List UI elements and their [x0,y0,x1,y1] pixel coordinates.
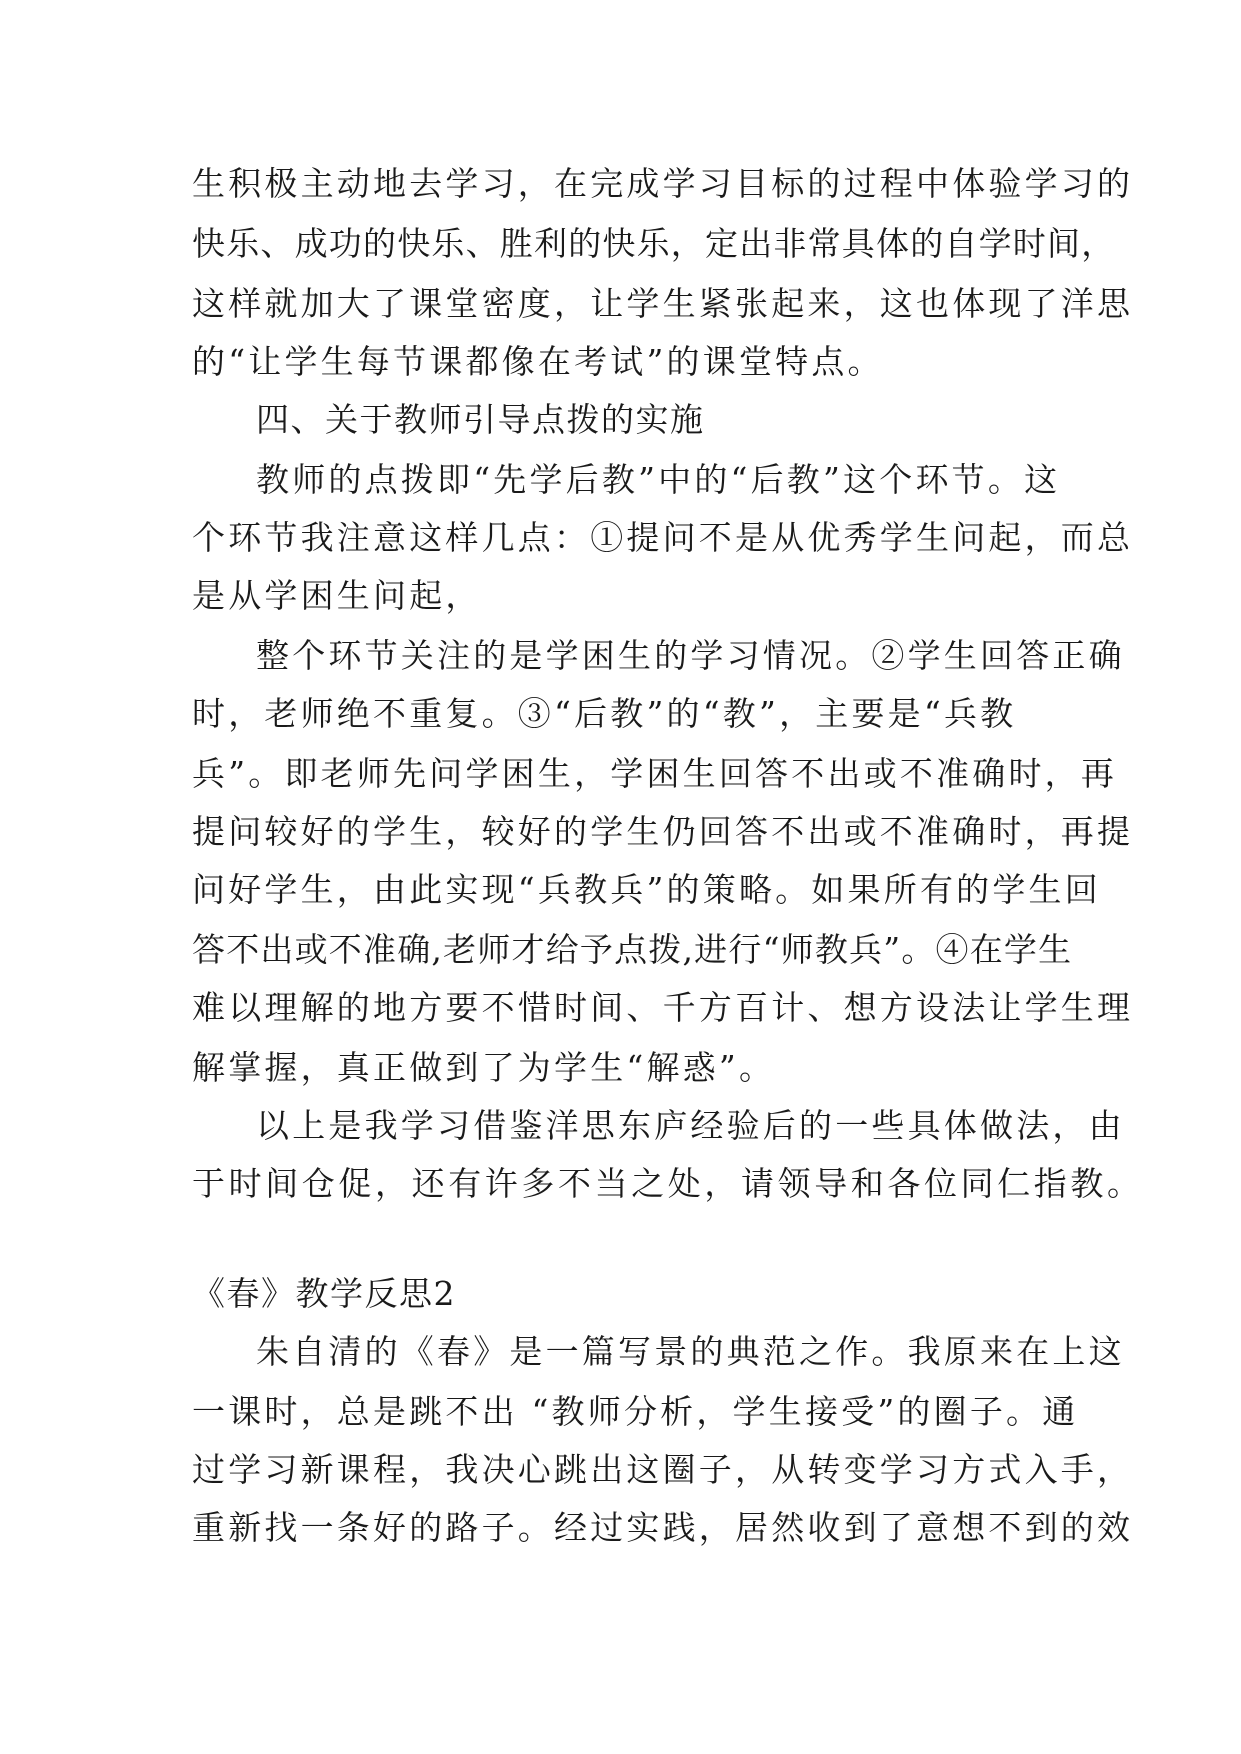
paragraph-line: 以上是我学习借鉴洋思东庐经验后的一些具体做法，由 [256,1106,1125,1145]
paragraph-line: 整个环节关注的是学困生的学习情况。②学生回答正确 [256,636,1125,675]
paragraph-line: 问好学生，由此实现“兵教兵”的策略。如果所有的学生回 [192,870,1101,909]
paragraph-line: 一课时，总是跳不出 “教师分析，学生接受”的圈子。通 [192,1392,1079,1431]
paragraph-line: 的“让学生每节课都像在考试”的课堂特点。 [192,342,884,381]
paragraph-line: 重新找一条好的路子。经过实践，居然收到了意想不到的效 [192,1508,1134,1547]
paragraph-line: 这样就加大了课堂密度，让学生紧张起来，这也体现了洋思 [192,284,1134,323]
paragraph-line: 生积极主动地去学习，在完成学习目标的过程中体验学习的 [192,164,1134,203]
paragraph-line: 答不出或不准确,老师才给予点拨,进行“师教兵”。④在学生 [192,930,1073,969]
paragraph-line: 兵”。即老师先问学困生，学困生回答不出或不准确时，再 [192,754,1118,793]
paragraph-line: 难以理解的地方要不惜时间、千方百计、想方设法让学生理 [192,988,1134,1027]
article-title: 《春》教学反思2 [192,1274,456,1313]
paragraph-line: 提问较好的学生，较好的学生仍回答不出或不准确时，再提 [192,812,1134,851]
paragraph-line: 朱自清的《春》是一篇写景的典范之作。我原来在上这 [256,1332,1125,1371]
paragraph-line: 解掌握，真正做到了为学生“解惑”。 [192,1048,776,1087]
section-heading: 四、关于教师引导点拨的实施 [256,400,705,439]
paragraph-line: 快乐、成功的快乐、胜利的快乐，定出非常具体的自学时间， [192,224,1116,263]
paragraph-line: 是从学困生问起， [192,576,482,615]
paragraph-line: 个环节我注意这样几点：①提问不是从优秀学生问起，而总 [192,518,1134,557]
paragraph-line: 过学习新课程，我决心跳出这圈子，从转变学习方式入手， [192,1450,1134,1489]
paragraph-line: 时，老师绝不重复。③“后教”的“教”，主要是“兵教 [192,694,1017,733]
paragraph-line: 教师的点拨即“先学后教”中的“后教”这个环节。这 [256,460,1061,499]
paragraph-line: 于时间仓促，还有许多不当之处，请领导和各位同仁指教。 [192,1164,1144,1203]
